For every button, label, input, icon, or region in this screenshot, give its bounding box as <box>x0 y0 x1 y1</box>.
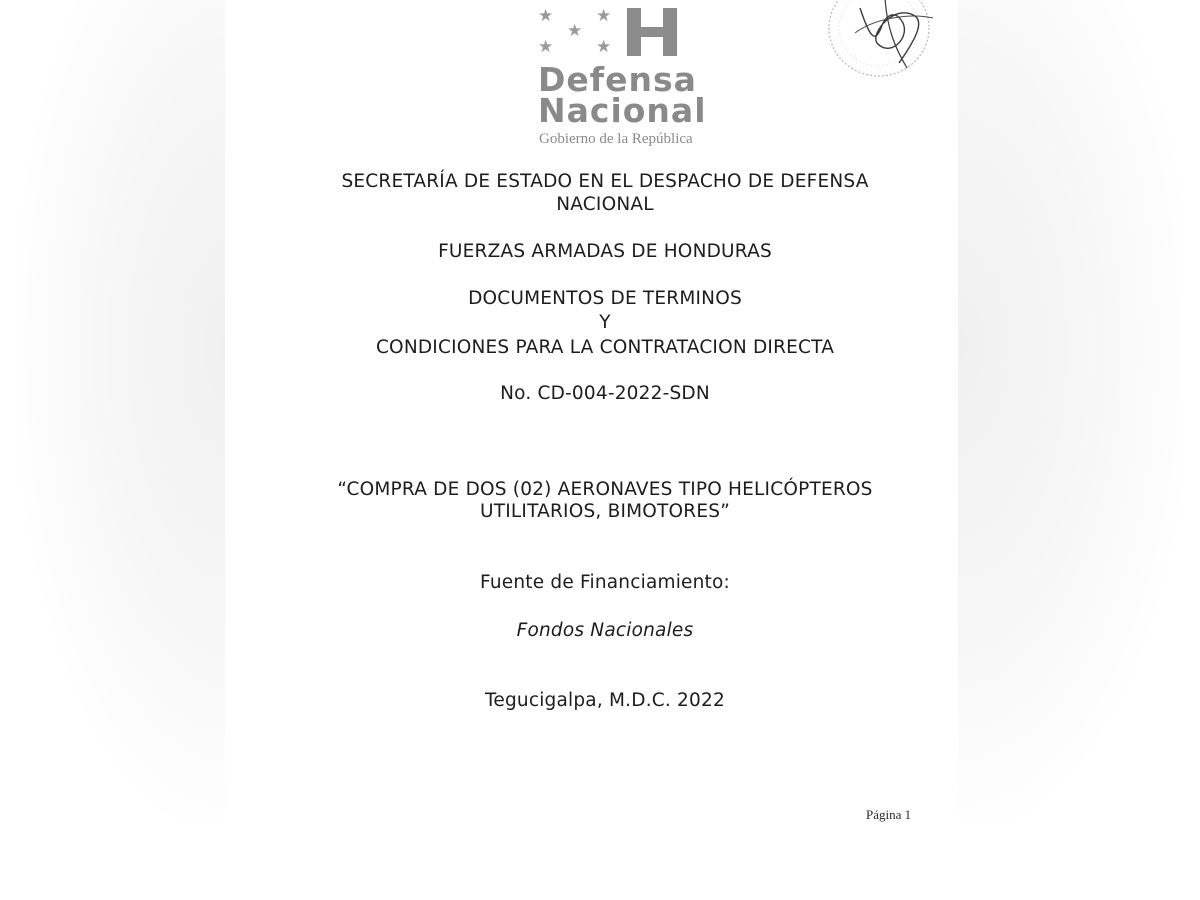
document-page <box>225 0 958 900</box>
institution-line-1: SECRETARÍA DE ESTADO EN EL DESPACHO DE DEFENSA <box>341 171 869 192</box>
page-shadow-right <box>955 0 1185 820</box>
page-shadow-left <box>20 0 230 820</box>
official-seal-signature-icon <box>815 0 955 98</box>
star-icon: ★ <box>538 37 554 57</box>
h-emblem-icon <box>627 8 677 56</box>
star-icon: ★ <box>596 37 612 57</box>
document-type-line-3: CONDICIONES PARA LA CONTRATACION DIRECTA <box>375 337 835 358</box>
page-number: Página 1 <box>866 807 912 822</box>
five-stars-icon <box>538 4 618 56</box>
document-number: No. CD-004-2022-SDN <box>500 383 710 404</box>
logo-title-line1: Defensa <box>538 60 697 99</box>
funding-label: Fuente de Financiamiento: <box>480 572 730 593</box>
logo-title-line2: Nacional <box>538 91 707 130</box>
subject-line-1: “COMPRA DE DOS (02) AERONAVES TIPO HELICÓPTEROS <box>337 479 873 500</box>
star-icon: ★ <box>596 6 612 26</box>
document-type-line-1: DOCUMENTOS DE TERMINOS <box>468 288 742 309</box>
star-icon: ★ <box>538 6 554 26</box>
defensa-nacional-logo <box>538 4 738 150</box>
logo-title <box>538 60 707 130</box>
star-icon: ★ <box>567 21 583 41</box>
funding-value: Fondos Nacionales <box>516 620 694 641</box>
place-date: Tegucigalpa, M.D.C. 2022 <box>485 690 725 711</box>
document-type-line-2: Y <box>599 312 611 333</box>
institution-line-2: NACIONAL <box>556 194 654 215</box>
organization-name: FUERZAS ARMADAS DE HONDURAS <box>438 241 772 262</box>
logo-subtitle: Gobierno de la República <box>539 131 693 147</box>
subject-line-2: UTILITARIOS, BIMOTORES” <box>480 501 730 522</box>
